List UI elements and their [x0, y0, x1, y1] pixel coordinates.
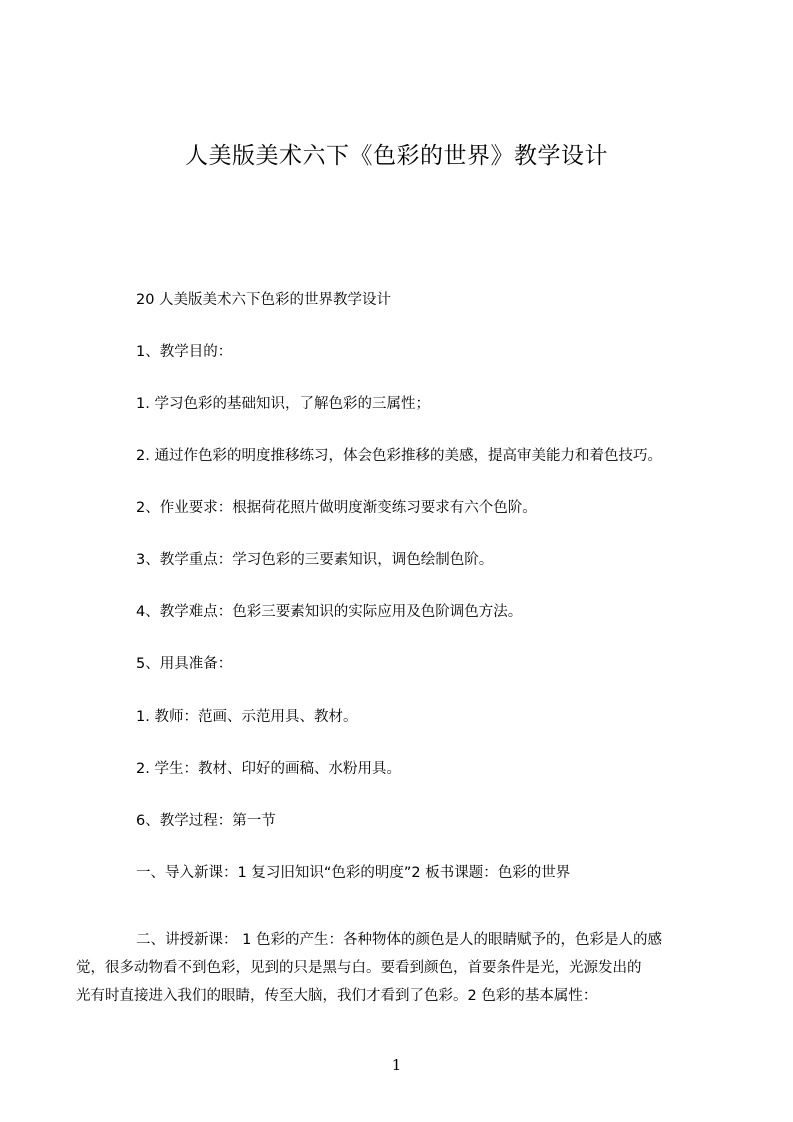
text-line: 20 人美版美术六下色彩的世界教学设计 [136, 292, 392, 308]
paragraph-line: 光有时直接进入我们的眼睛，传至大脑，我们才看到了色彩。2 色彩的基本属性： [76, 988, 598, 1004]
text-line: 6、教学过程：第一节 [136, 813, 276, 829]
text-line: 3、教学重点：学习色彩的三要素知识，调色绘制色阶。 [136, 552, 494, 568]
paragraph-line: 二、讲授新课： 1 色彩的产生：各种物体的颜色是人的眼睛赋予的，色彩是人的感 [136, 932, 662, 948]
text-line: 2、作业要求：根据荷花照片做明度渐变练习要求有六个色阶。 [136, 500, 537, 516]
text-line: 5、用具准备： [136, 656, 233, 672]
text-line: 1. 学习色彩的基础知识，了解色彩的三属性； [136, 396, 430, 412]
page-number: 1 [391, 1056, 402, 1074]
document-title: 人美版美术六下《色彩的世界》教学设计 [185, 143, 608, 169]
paragraph-line: 觉，很多动物看不到色彩，见到的只是黑与白。要看到颜色，首要条件是光，光源发出的 [76, 960, 642, 976]
text-line: 2. 通过作色彩的明度推移练习，体会色彩推移的美感，提高审美能力和着色技巧。 [136, 448, 662, 464]
text-line: 2. 学生：教材、印好的画稿、水粉用具。 [136, 761, 401, 777]
text-line: 一、导入新课：1 复习旧知识“色彩的明度”2 板书课题：色彩的世界 [136, 865, 571, 881]
text-line: 1、教学目的： [136, 344, 233, 360]
text-line: 4、教学难点：色彩三要素知识的实际应用及色阶调色方法。 [136, 604, 523, 620]
text-line: 1. 教师：范画、示范用具、教材。 [136, 709, 358, 725]
